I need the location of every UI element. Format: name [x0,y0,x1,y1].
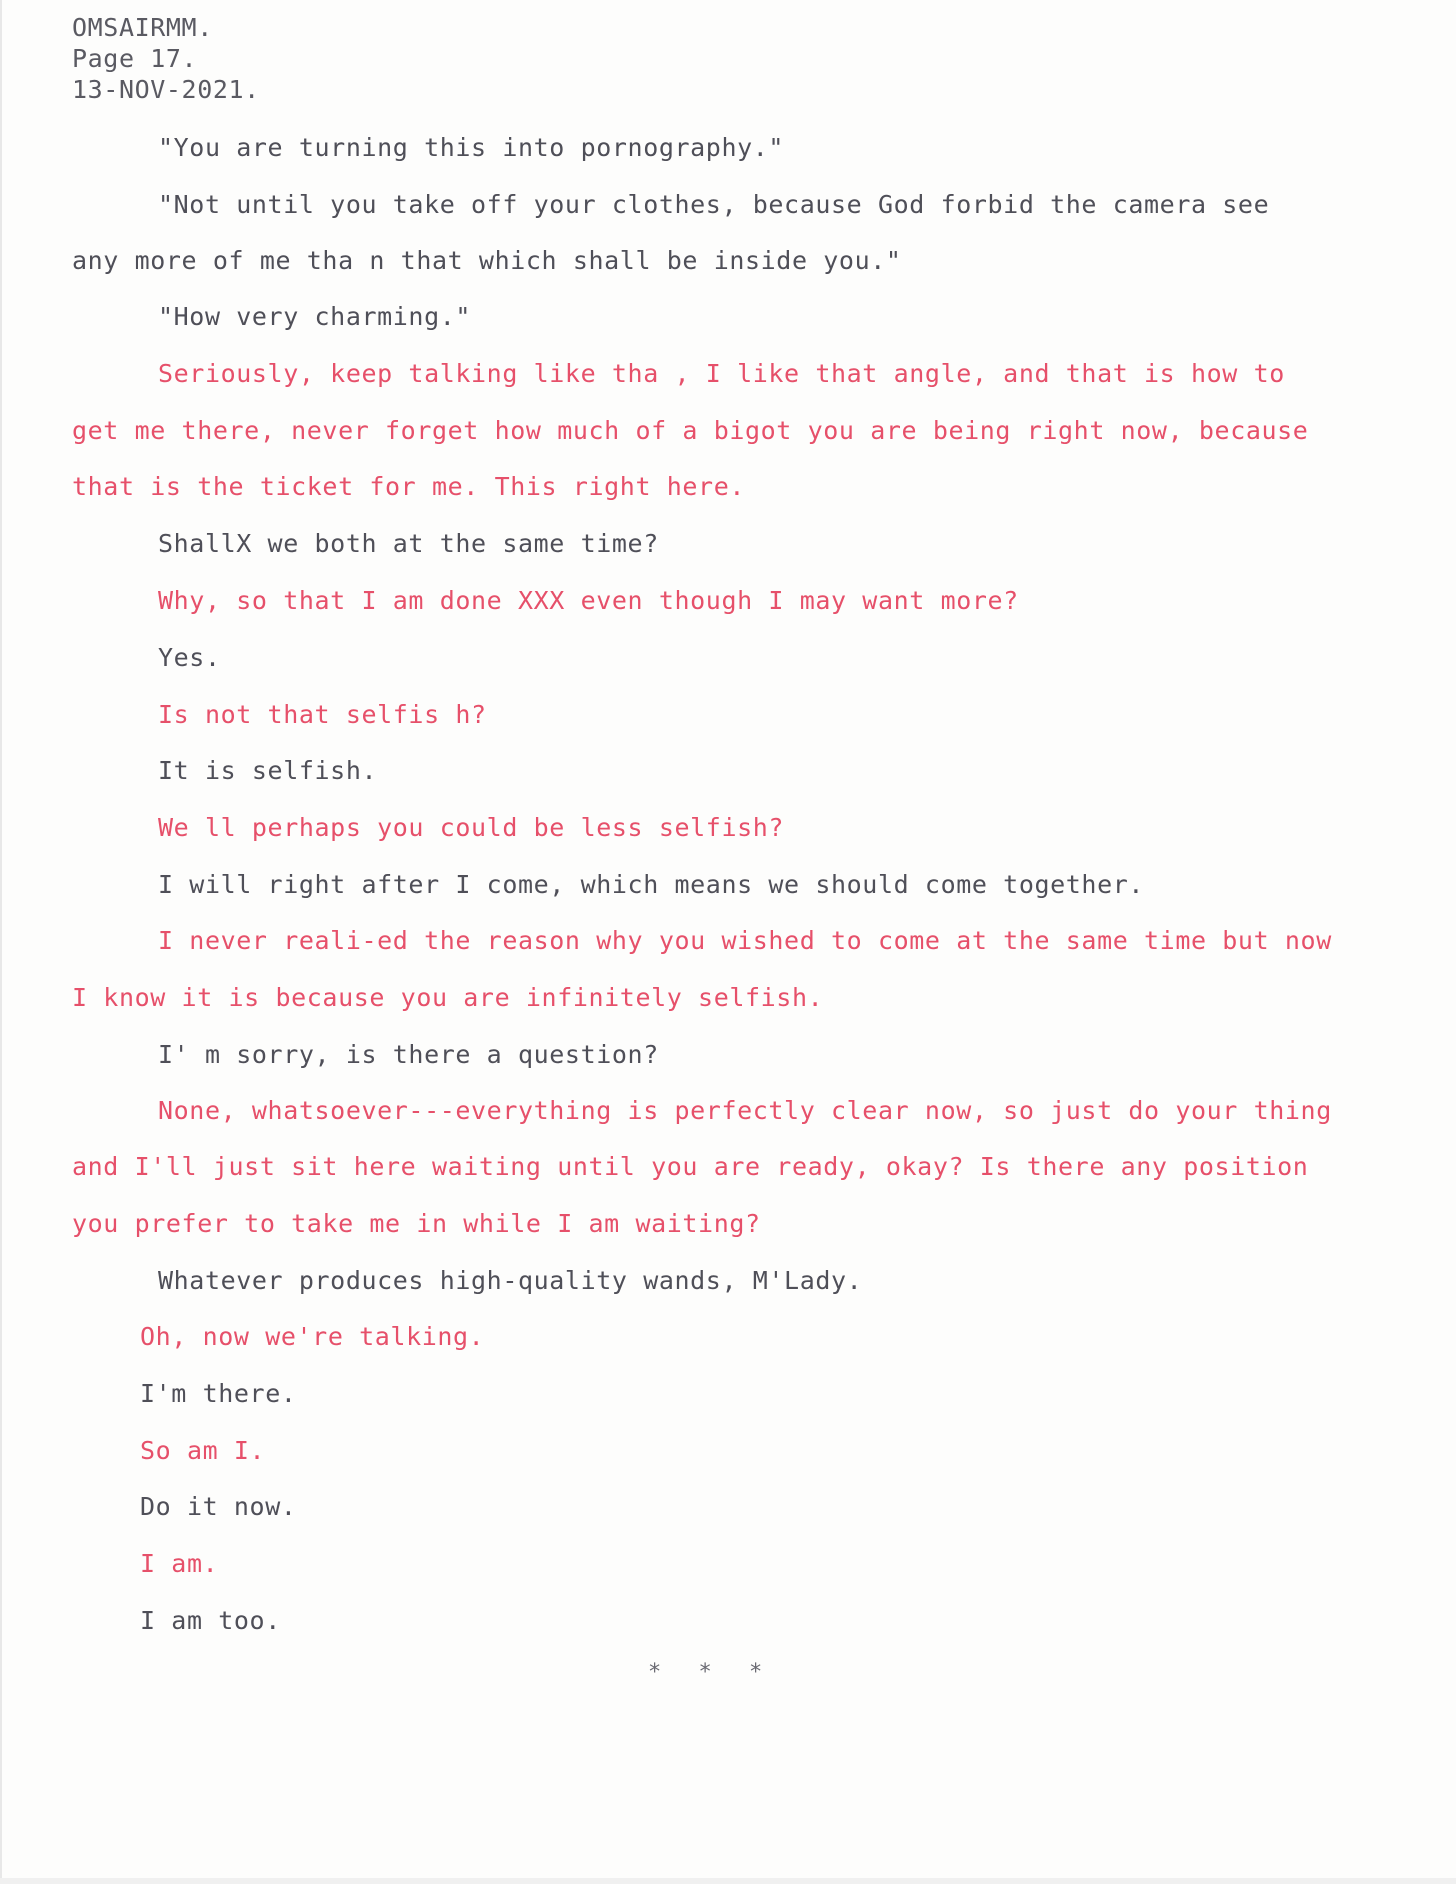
text-line: I am too. [140,1606,281,1635]
page-left-edge [0,0,2,1884]
text-line: and I'll just sit here waiting until you are ready, okay? Is there any position [72,1152,1309,1181]
page-header [72,12,260,105]
text-line: "Not until you take off your clothes, because God forbid the camera see [158,190,1270,219]
text-line: Is not that selfis h? [158,700,487,729]
text-line: Seriously, keep talking like tha , I like that angle, and that is how to [158,359,1285,388]
text-line: It is selfish. [158,756,378,785]
text-line: get me there, never forget how much of a bigot you are being right now, because [72,416,1309,445]
text-line: So am I. [140,1436,266,1465]
text-line: "How very charming." [158,302,472,331]
text-line: that is the ticket for me. This right here. [72,472,746,501]
text-line: I'm there. [140,1379,297,1408]
text-line: Oh, now we're talking. [140,1322,485,1351]
text-line: Why, so that I am done XXX even though I may want more? [158,586,1019,615]
text-line: you prefer to take me in while I am waiting? [72,1209,761,1238]
text-line: We ll perhaps you could be less selfish? [158,813,785,842]
text-line: I know it is because you are infinitely selfish. [72,983,824,1012]
document-date: 13-NOV-2021. [72,75,260,104]
text-line: I never reali-ed the reason why you wished to come at the same time but now [158,926,1332,955]
text-line: I' m sorry, is there a question? [158,1040,659,1069]
text-line: None, whatsoever---everything is perfectly clear now, so just do your thing [158,1096,1332,1125]
text-line: I will right after I come, which means we should come together. [158,870,1145,899]
text-line: "You are turning this into pornography." [158,133,785,162]
text-line: Yes. [158,643,221,672]
section-separator: * * * [648,1660,775,1685]
text-line: any more of me tha n that which shall be inside you." [72,246,902,275]
document-title: OMSAIRMM. [72,13,213,42]
text-line: I am. [140,1549,219,1578]
text-line: ShallX we both at the same time? [158,529,659,558]
page-number: Page 17. [72,44,198,73]
page-bottom-edge [0,1878,1456,1884]
text-line: Do it now. [140,1492,297,1521]
text-line: Whatever produces high-quality wands, M'Lady. [158,1266,863,1295]
